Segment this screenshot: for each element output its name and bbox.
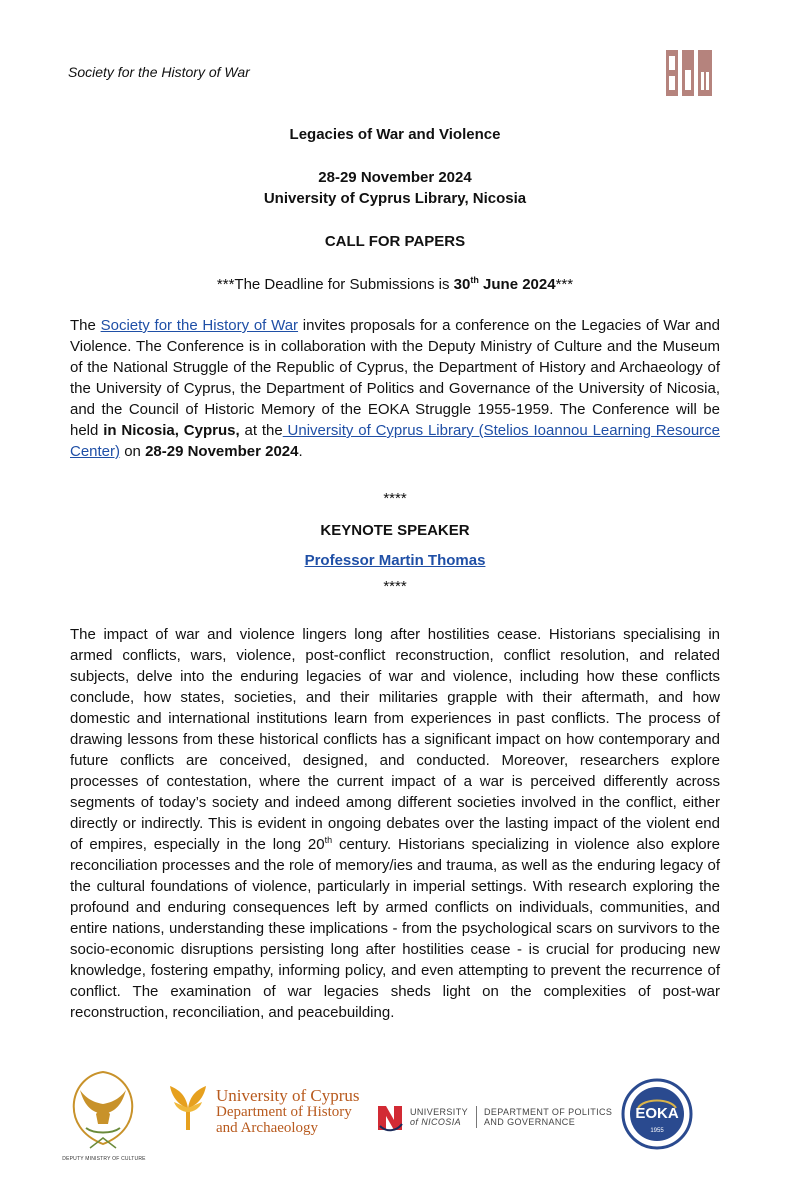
unic-name bbox=[410, 1107, 468, 1127]
conference-title: Legacies of War and Violence bbox=[289, 126, 501, 143]
ucy-text bbox=[216, 1088, 360, 1136]
deadline-day: 30 bbox=[453, 276, 471, 293]
keynote-speaker-link[interactable] bbox=[70, 552, 720, 569]
unic-dept-line2: AND GOVERNANCE bbox=[484, 1117, 576, 1127]
unic-dept-line1: DEPARTMENT OF POLITICS bbox=[484, 1107, 613, 1117]
separator-bottom: **** bbox=[383, 578, 407, 595]
ucy-line3: and Archaeology bbox=[216, 1120, 319, 1136]
unic-line2: of NICOSIA bbox=[410, 1117, 462, 1127]
intro-text-3: at the bbox=[239, 422, 283, 439]
intro-text-4: on bbox=[120, 443, 146, 460]
deadline-date bbox=[454, 276, 556, 293]
intro-dates: 28-29 November 2024 bbox=[145, 443, 299, 460]
ucy-logo bbox=[166, 1082, 366, 1146]
intro-text-2: invites proposals for a conference on the Legacies of War and Violence. The Conference is in collaboration with the Deputy Ministry of Culture and the Museum of the National Struggle of the Republic of Cyprus, the Department of History and Archaeology of the University of Cyprus, the Department of Politics and Governance of the University of Nicosia, and the Council of Historic Memory of the EOKA Struggle 1955-1959. The Conference will be held bbox=[70, 317, 720, 439]
unic-logo bbox=[376, 1100, 613, 1136]
body-text-1: The impact of war and violence lingers long after hostilities cease. Historians specialising in armed conflicts, wars, violence, post-conflict reconstruction, conflict resolution, and related subjects, delve into the enduring legacies of war and violence, including how these conflicts conclude, how states, societies, and their militaries grapple with their aftermath, and how domestic and international institutions learn from experiences in past conflicts. The process of drawing lessons from these historical conflicts has a significant impact on how contemporary and future conflicts are conceived, designed, and conducted. Moreover, researchers explore processes of contestation, where the current impact of a war is perceived differently across segments of today’s society and indeed among different societies involved in the conflict, either directly or indirectly. This is evident in ongoing debates over the lasting impact of the violent end of empires, especially in the long 20 bbox=[70, 626, 720, 853]
society-name: Society for the History of War bbox=[68, 64, 250, 80]
deadline-prefix: ***The Deadline for Submissions is bbox=[216, 276, 454, 293]
society-link[interactable]: Society for the History of War bbox=[100, 317, 299, 334]
deadline-day-sup: th bbox=[470, 275, 479, 285]
conference-dates: 28-29 November 2024 bbox=[318, 169, 472, 186]
call-for-papers-heading: CALL FOR PAPERS bbox=[324, 233, 466, 250]
speaker-link[interactable]: Professor Martin Thomas bbox=[304, 552, 486, 569]
ucy-line2: Department of History bbox=[216, 1104, 352, 1120]
body-sup: th bbox=[324, 835, 333, 845]
unic-mark-icon bbox=[376, 1102, 404, 1132]
deadline-suffix: *** bbox=[555, 276, 574, 293]
unic-divider bbox=[476, 1106, 477, 1128]
intro-paragraph bbox=[70, 315, 720, 462]
eoka-label: EOKA bbox=[635, 1105, 679, 1122]
shw-logo-icon bbox=[660, 44, 718, 100]
conference-venue: University of Cyprus Library, Nicosia bbox=[263, 190, 527, 207]
library-link[interactable]: University of Cyprus Library (Stelios Ioannou Learning Resource Center) bbox=[70, 422, 721, 460]
intro-place: in Nicosia, Cyprus, bbox=[103, 422, 240, 439]
eoka-year: 1955 bbox=[650, 1128, 664, 1134]
eoka-emblem-icon bbox=[620, 1068, 694, 1156]
separator-top: **** bbox=[383, 490, 407, 507]
ucy-line1: University of Cyprus bbox=[216, 1086, 360, 1105]
body-paragraph bbox=[70, 624, 720, 1023]
deadline-month: June 2024 bbox=[478, 276, 556, 293]
body-text-2: century. Historians specializing in violence also explore reconciliation processes and the role of memory/ies and trauma, as well as the enduring legacy of the cultural foundations of violence, particularly in imperial settings. With research exploring the profound and enduring consequences left by armed conflicts on individuals, communities, and entire nations, understanding these implications - from the psychological scars on survivors to the socio-economic disruptions persisting long after hostilities cease - is crucial for producing new knowledge, fostering empathy, informing policy, and even attempting to prevent the recurrence of conflict. The examination of war legacies sheds light on the complexities of post-war reconstruction, reconciliation, and peacebuilding. bbox=[70, 836, 720, 1021]
deadline-line bbox=[70, 275, 720, 293]
cy-ministry-caption: DEPUTY MINISTRY OF CULTURE bbox=[62, 1156, 146, 1162]
cyprus-emblem-icon bbox=[66, 1068, 140, 1154]
partner-logos bbox=[0, 1060, 796, 1170]
intro-text-5: . bbox=[298, 443, 303, 460]
intro-text-1: The bbox=[70, 317, 101, 334]
keynote-heading: KEYNOTE SPEAKER bbox=[320, 522, 470, 539]
unic-line1: UNIVERSITY bbox=[410, 1107, 469, 1117]
unic-department bbox=[484, 1107, 612, 1127]
ucy-tree-icon bbox=[166, 1082, 210, 1134]
